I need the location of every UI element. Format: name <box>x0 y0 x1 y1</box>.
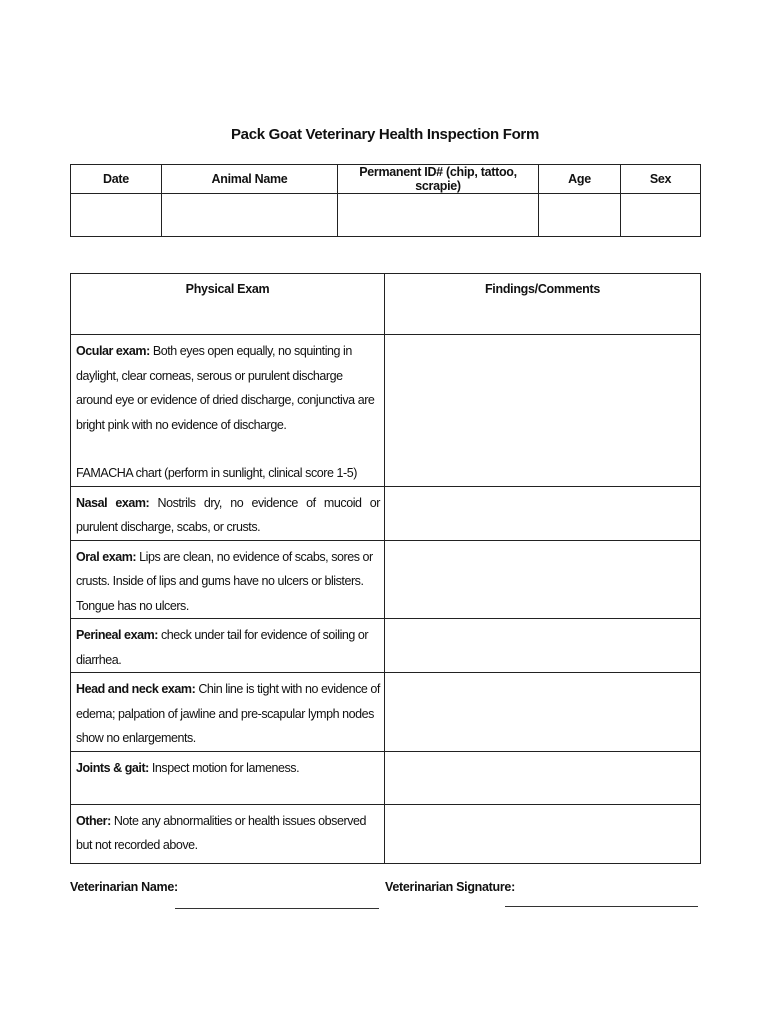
physical-exam-header: Physical Exam <box>71 274 385 335</box>
exam-header-row <box>71 274 701 335</box>
exam-row-other <box>71 804 701 863</box>
exam-label: Oral exam: <box>76 549 137 564</box>
permanent-id-header: Permanent ID# (chip, tattoo, scrapie) <box>338 165 539 194</box>
sex-field[interactable] <box>621 194 701 237</box>
findings-field[interactable] <box>385 540 701 619</box>
exam-text: Nostrils dry, no evidence of mucoid or purulent discharge, scabs, or crusts. <box>76 495 381 534</box>
findings-field[interactable] <box>385 751 701 804</box>
exam-text: Lips are clean, no evidence of scabs, sores or crusts. Inside of lips and gums have no ulcers or blisters. Tongue has no ulcers. <box>76 549 373 613</box>
findings-field[interactable] <box>385 804 701 863</box>
form-title: Pack Goat Veterinary Health Inspection Form <box>230 126 540 143</box>
veterinarian-signature-label: Veterinarian Signature: <box>385 880 515 894</box>
animal-name-header: Animal Name <box>162 165 338 194</box>
sex-header: Sex <box>621 165 701 194</box>
veterinarian-name-label: Veterinarian Name: <box>70 880 178 894</box>
animal-info-table <box>70 164 701 237</box>
exam-row-joints-gait <box>71 751 701 804</box>
exam-label: Head and neck exam: <box>76 682 196 696</box>
veterinarian-signature-line[interactable] <box>505 906 698 907</box>
age-field[interactable] <box>539 194 621 237</box>
animal-name-field[interactable] <box>162 194 338 237</box>
findings-field[interactable] <box>385 673 701 752</box>
exam-description <box>71 751 385 804</box>
date-header: Date <box>71 165 162 194</box>
veterinarian-name-line[interactable] <box>175 908 379 909</box>
exam-row-head-neck <box>71 673 701 752</box>
findings-field[interactable] <box>385 619 701 673</box>
physical-exam-table <box>70 273 701 864</box>
exam-text: Chin line is tight with no evidence of edema; palpation of jawline and pre-scapular lymph nodes show no enlargements. <box>76 682 380 745</box>
famacha-note: FAMACHA chart (perform in sunlight, clinical score 1-5) <box>76 466 357 480</box>
exam-text: check under tail for evidence of soiling or diarrhea. <box>76 628 369 667</box>
exam-description <box>71 804 385 863</box>
exam-description <box>71 335 385 487</box>
header-row <box>71 165 701 194</box>
age-header: Age <box>539 165 621 194</box>
date-field[interactable] <box>71 194 162 237</box>
permanent-id-field[interactable] <box>338 194 539 237</box>
exam-row-ocular <box>71 335 701 487</box>
exam-label: Other: <box>76 813 111 828</box>
findings-field[interactable] <box>385 486 701 540</box>
exam-label: Joints & gait: <box>76 760 149 775</box>
exam-label: Ocular exam: <box>76 344 150 358</box>
exam-description <box>71 486 385 540</box>
exam-text: Both eyes open equally, no squinting in daylight, clear corneas, serous or purulent discharge around eye or evidence of dried discharge, conjunctiva are bright pink with no evidence of discharge. <box>76 344 375 432</box>
exam-label: Nasal exam: <box>76 495 150 510</box>
exam-row-nasal <box>71 486 701 540</box>
exam-row-perineal <box>71 619 701 673</box>
findings-header: Findings/Comments <box>385 274 701 335</box>
exam-text: Inspect motion for lameness. <box>151 760 300 775</box>
exam-description <box>71 619 385 673</box>
exam-description <box>71 673 385 752</box>
exam-label: Perineal exam: <box>76 628 158 642</box>
findings-field[interactable] <box>385 335 701 487</box>
exam-description <box>71 540 385 619</box>
exam-row-oral <box>71 540 701 619</box>
value-row <box>71 194 701 237</box>
exam-text: Note any abnormalities or health issues observed but not recorded above. <box>76 813 367 852</box>
